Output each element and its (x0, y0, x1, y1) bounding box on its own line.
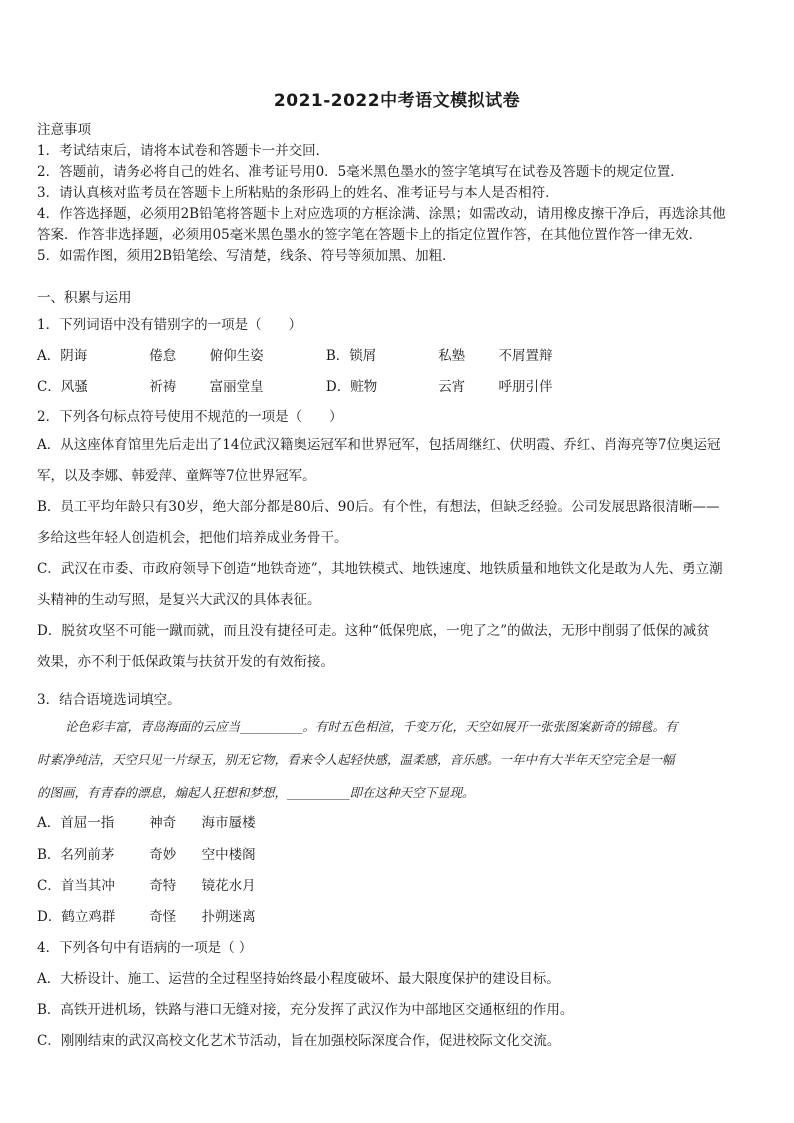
question-3-passage (37, 710, 762, 809)
notice-item: 3．请认真核对监考员在答题卡上所粘贴的条形码上的姓名、准考证号与本人是否相符． (37, 185, 559, 201)
option-word: 奇怪 (149, 909, 177, 925)
option-text: 效果，亦不利于低保政策与扶贫开发的有效衔接。 (37, 654, 334, 670)
section-heading: 一、积累与运用 (37, 290, 132, 306)
option-text: 多给这些年轻人创造机会，把他们培养成业务骨干。 (37, 530, 348, 546)
question-4-stem: 4．下列各句中有语病的一项是（ ） (37, 940, 253, 956)
question-3-option-d (37, 905, 256, 925)
option-text: B．员工平均年龄只有30岁，绝大部分都是80后、90后。有个性，有想法，但缺乏经验。公司发展思路很清晰—— (37, 499, 720, 515)
notice-item: 答案．作答非选择题，必须用05毫米黑色墨水的签字笔在答题卡上的指定位置作答，在其他位置作答一律无效． (37, 227, 703, 243)
option-word: 俯仰生姿 (209, 348, 264, 364)
option-word: 呼朋引伴 (498, 379, 553, 395)
question-3-stem: 3．结合语境选词填空。 (37, 692, 181, 708)
option-word: 倦怠 (149, 348, 177, 364)
question-1-options-row-1 (37, 344, 552, 364)
option-label: A．阴诲 (37, 348, 88, 364)
option-text: 头精神的生动写照，是复兴大武汉的具体表征。 (37, 592, 321, 608)
notice-block (37, 120, 762, 267)
notice-item: 4．作答选择题，必须用2B铅笔将答题卡上对应选项的方框涂满、涂黑；如需改动，请用橡皮擦干净后，再选涂其他 (37, 206, 726, 222)
option-label: D．鹤立鸡群 (37, 909, 116, 925)
option-word: 云宵 (438, 379, 466, 395)
option-word: 祈祷 (149, 379, 177, 395)
option-word: 奇妙 (149, 847, 177, 863)
option-word: 不屑置辩 (498, 348, 553, 364)
passage-line: 的图画，有青春的漂息，煽起人狂想和梦想，__________即在这种天空下显现。 (37, 785, 475, 800)
option-label: A．首屈一指 (37, 815, 115, 831)
option-word: 海市蜃楼 (201, 815, 256, 831)
notice-heading: 注意事项 (37, 122, 91, 138)
question-3-option-b (37, 843, 256, 863)
option-label: C．首当其冲 (37, 878, 115, 894)
question-2-stem: 2．下列各句标点符号使用不规范的一项是（ ） (37, 409, 343, 425)
notice-item: 2．答题前，请务必将自己的姓名、准考证号用0．5毫米黑色墨水的签字笔填写在试卷及答题卡的规定位置． (37, 164, 684, 180)
option-label: B．锁屑 (325, 348, 377, 364)
passage-line: 论色彩丰富，青岛海面的云应当__________。有时五色相渲，千变万化，天空如展开一张张图案新奇的锦毯。有 (65, 719, 678, 734)
option-text: A．从这座体育馆里先后走出了14位武汉籍奥运冠军和世界冠军，包括周继红、伏明霞、乔红、肖海亮等7位奥运冠 (37, 437, 721, 453)
option-label: C．风骚 (37, 379, 88, 395)
option-word: 富丽堂皇 (209, 379, 264, 395)
option-word: 镜花水月 (201, 878, 256, 894)
option-text: B．高铁开进机场，铁路与港口无缝对接，充分发挥了武汉作为中部地区交通枢纽的作用。 (37, 1002, 574, 1018)
passage-line: 时素净纯洁，天空只见一片绿玉，别无它物，看来令人起轻快感，温柔感，音乐感。一年中有大半年天空完全是一幅 (37, 752, 675, 767)
question-3-option-a (37, 811, 256, 831)
notice-item: 5．如需作图，须用2B铅笔绘、写清楚，线条、符号等须加黑、加粗． (37, 248, 456, 264)
option-text: A．大桥设计、施工、运营的全过程坚持始终最小程度破坏、最大限度保护的建设目标。 (37, 971, 560, 987)
option-text: D．脱贫攻坚不可能一蹴而就，而且没有捷径可走。这种“低保兜底，一兜了之”的做法，无形中削弱了低保的减贫 (37, 623, 710, 639)
option-text: 军，以及李娜、韩爱萍、童辉等7位世界冠军。 (37, 468, 316, 484)
notice-item: 1．考试结束后，请将本试卷和答题卡一并交回． (37, 143, 330, 159)
question-2-options (37, 430, 762, 678)
option-word: 私塾 (438, 348, 466, 364)
question-1-options-row-2 (37, 375, 552, 395)
question-3-option-c (37, 874, 256, 894)
question-1-stem: 1．下列词语中没有错别字的一项是（ ） (37, 317, 303, 333)
option-word: 奇特 (149, 878, 177, 894)
option-word: 神奇 (149, 815, 177, 831)
page-title: 2021-2022中考语文模拟试卷 (273, 91, 521, 111)
option-word: 扑朔迷离 (201, 909, 256, 925)
option-label: D．赃物 (325, 379, 378, 395)
option-text: C．刚刚结束的武汉高校文化艺术节活动，旨在加强校际深度合作，促进校际文化交流。 (37, 1033, 561, 1049)
option-word: 空中楼阁 (201, 847, 256, 863)
option-text: C．武汉在市委、市政府领导下创造“地铁奇迹”，其地铁模式、地铁速度、地铁质量和地铁文化是敢为人先、勇立潮 (37, 561, 723, 577)
option-label: B．名列前茅 (37, 847, 115, 863)
